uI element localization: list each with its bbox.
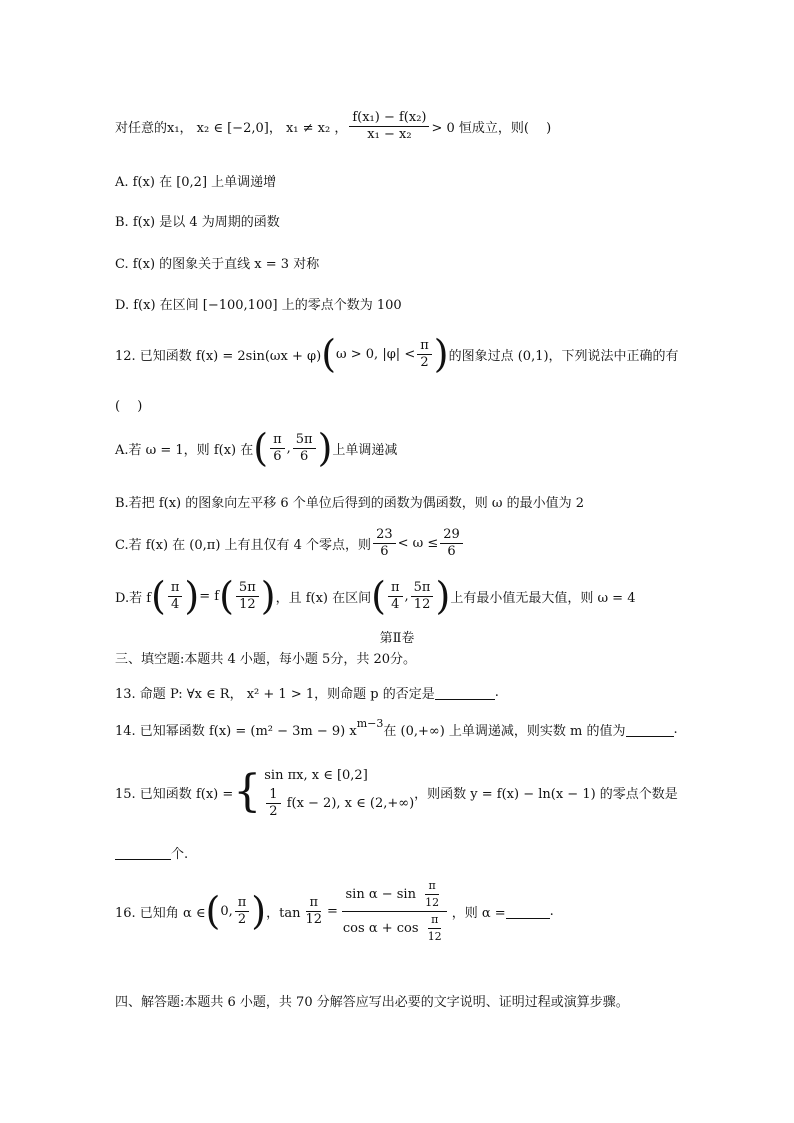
q15-case-1: sin πx, x ∈ [0,2] (264, 767, 368, 783)
frac-num: π (425, 878, 438, 895)
q15 (115, 766, 678, 818)
frac-num: 5π (293, 432, 316, 449)
q12-opt-a-post: 上单调递减 (332, 442, 398, 458)
q11-option-c: C. f(x) 的图象关于直线 x = 3 对称 (115, 256, 320, 272)
q11-frac-num: f(x₁) − f(x₂) (349, 110, 429, 127)
frac-den: 12 (425, 895, 440, 909)
q12-opt-d-post: 上有最小值无最大值，则 ω = 4 (450, 590, 636, 606)
frac-den: 12 (239, 596, 256, 612)
q11-stem-pre: 对任意的x₁， x₂ ∈ [−2,0]， x₁ ≠ x₂ ， (115, 120, 348, 136)
frac-den: 6 (300, 448, 309, 464)
frac-num: 29 (440, 527, 463, 544)
q16-bottom-text: cos α + cos (342, 920, 419, 936)
q12-option-a: A.若 ω = 1，则 f(x) 在 ( $\frac{\pi}{6}$ , $\frac{5\pi}{6}$ ) 上单调递减 (115, 426, 398, 470)
frac (236, 580, 259, 613)
right-paren: ) (260, 574, 276, 618)
q15-answer-blank[interactable] (115, 845, 171, 860)
q13-answer-blank[interactable] (435, 685, 495, 700)
frac-den: 6 (380, 543, 389, 559)
q12-opt-c-pre: C.若 f(x) 在 (0,π) 上有且仅有 4 个零点，则 (115, 537, 372, 553)
frac-num: 23 (373, 527, 396, 544)
section4-heading: 四、解答题:本题共 6 小题，共 70 分解答应写出必要的文字说明、证明过程或演算步骤。 (115, 994, 629, 1010)
frac-den: 6 (447, 543, 456, 559)
q12-option-c (115, 526, 465, 559)
q13-end: . (494, 684, 499, 700)
q16-eq: = (327, 903, 338, 919)
right-paren: ) (251, 889, 267, 933)
frac-den: 12 (305, 911, 322, 927)
q11-option-a: A. f(x) 在 [0,2] 上单调递增 (115, 174, 277, 190)
frac-num: π (428, 912, 441, 929)
frac-num: π (168, 580, 183, 597)
frac-den: 12 (427, 929, 442, 943)
q13 (115, 680, 499, 704)
frac-den: 2 (420, 354, 429, 370)
q15-cases (264, 765, 414, 820)
left-paren: ( (253, 426, 269, 470)
q11-stem-post: > 0 恒成立，则( ) (431, 120, 552, 136)
q12-opt-d-pre: D.若 f (115, 590, 152, 606)
q16-interval-start: 0, (220, 903, 233, 919)
q14-exponent: m−3 (356, 716, 384, 730)
section3-heading: 三、填空题:本题共 4 小题，每小题 5分，共 20分。 (115, 651, 416, 667)
q15-case-2 (264, 787, 414, 820)
frac (293, 432, 316, 465)
frac (422, 878, 442, 911)
q12-cond: ω > 0, |φ| < (336, 346, 416, 362)
frac (302, 895, 325, 928)
frac-num: 5π (236, 580, 259, 597)
q16-end: . (549, 903, 554, 919)
frac (168, 580, 183, 613)
q12-option-d: D.若 f ( $\frac{\pi}{4}$ ) = f ( $\frac{5\pi}{12}$ ) ，且 f(x) 在区间 ( $\frac{\pi}{4}$ , $\frac{5\pi}{12}$ ) 上有最小值无最大值，则 ω = 4 (115, 574, 636, 618)
frac (440, 527, 463, 560)
part2-title: 第Ⅱ卷 (379, 630, 415, 646)
q12-stem-pre: 12. 已知函数 f(x) = 2sin(ωx + φ) (115, 348, 322, 364)
q14-end: . (673, 721, 678, 737)
left-paren: ( (321, 332, 337, 376)
left-paren: ( (219, 574, 234, 618)
frac-den: 6 (273, 448, 282, 464)
left-paren: ( (371, 574, 386, 618)
q16-text: 16. 已知角 α ∈ (115, 905, 206, 921)
frac-num: π (388, 580, 403, 597)
frac (235, 895, 250, 928)
right-paren: ) (433, 332, 449, 376)
q16 (115, 880, 554, 942)
frac (373, 527, 396, 560)
q15-text: 15. 已知函数 f(x) = (115, 786, 234, 802)
q15-line2 (115, 840, 188, 864)
q16-big-fraction (340, 878, 450, 945)
q15-end: 个. (171, 846, 189, 862)
q12-opt-d-mid: ，且 f(x) 在区间 (275, 590, 372, 606)
frac-num: π (306, 895, 321, 912)
right-paren: ) (317, 426, 333, 470)
left-brace: { (233, 766, 262, 817)
frac (266, 787, 280, 820)
q12-answer-paren: ( ) (115, 398, 143, 414)
frac-num: π (235, 895, 250, 912)
frac-den: 2 (269, 803, 278, 819)
q14-text: 14. 已知幂函数 f(x) = (m² − 3m − 9) x (115, 723, 357, 739)
q12-cond-frac (417, 338, 432, 371)
frac-num: 5π (411, 580, 434, 597)
q15-case-2-text: f(x − 2), x ∈ (2,+∞) (286, 795, 415, 811)
frac-den: 2 (237, 911, 247, 927)
q16-answer-blank[interactable] (506, 904, 550, 919)
frac-num: π (270, 432, 285, 449)
q16-denominator (340, 912, 450, 945)
frac (411, 580, 434, 613)
q12-option-b: B.若把 f(x) 的图象向左平移 6 个单位后得到的函数为偶函数，则 ω 的最小值为 2 (115, 495, 585, 511)
q13-text: 13. 命题 P: ∀x ∈ R， x² + 1 > 1，则命题 p 的否定是 (115, 686, 435, 702)
q14 (115, 717, 678, 741)
right-paren: ) (435, 574, 451, 618)
q16-top-text: sin α − sin (345, 886, 416, 902)
q12-opt-c-mid: < ω ≤ (397, 535, 439, 551)
q12-stem (115, 332, 679, 376)
frac (388, 580, 403, 613)
q11-stem (115, 109, 552, 142)
frac-num: π (417, 338, 432, 355)
q11-option-d: D. f(x) 在区间 [−100,100] 上的零点个数为 100 (115, 297, 402, 313)
q12-opt-a-pre: A.若 ω = 1，则 f(x) 在 (115, 442, 254, 458)
q12-opt-d-eq: = f (199, 588, 220, 604)
frac (425, 912, 445, 945)
q14-text-post: 在 (0,+∞) 上单调递减，则实数 m 的值为 (383, 723, 626, 739)
frac-den: 12 (413, 596, 431, 612)
q11-frac-den: x₁ − x₂ (367, 126, 412, 142)
frac-num: 1 (266, 787, 280, 804)
q16-text-post: ，则 α = (451, 905, 506, 921)
q12-stem-post: 的图象过点 (0,1)，下列说法中正确的有 (448, 348, 679, 364)
left-paren: ( (151, 574, 166, 618)
q11-fraction (349, 110, 429, 143)
q11-option-b: B. f(x) 是以 4 为周期的函数 (115, 214, 280, 230)
frac (270, 432, 285, 465)
q15-text-post: ，则函数 y = f(x) − ln(x − 1) 的零点个数是 (414, 786, 678, 802)
q16-tan: ，tan (266, 905, 301, 921)
left-paren: ( (205, 889, 221, 933)
q14-answer-blank[interactable] (626, 722, 674, 737)
frac-den: 4 (391, 596, 400, 612)
frac-den: 4 (171, 596, 180, 612)
q16-numerator (342, 878, 447, 912)
right-paren: ) (184, 574, 200, 618)
